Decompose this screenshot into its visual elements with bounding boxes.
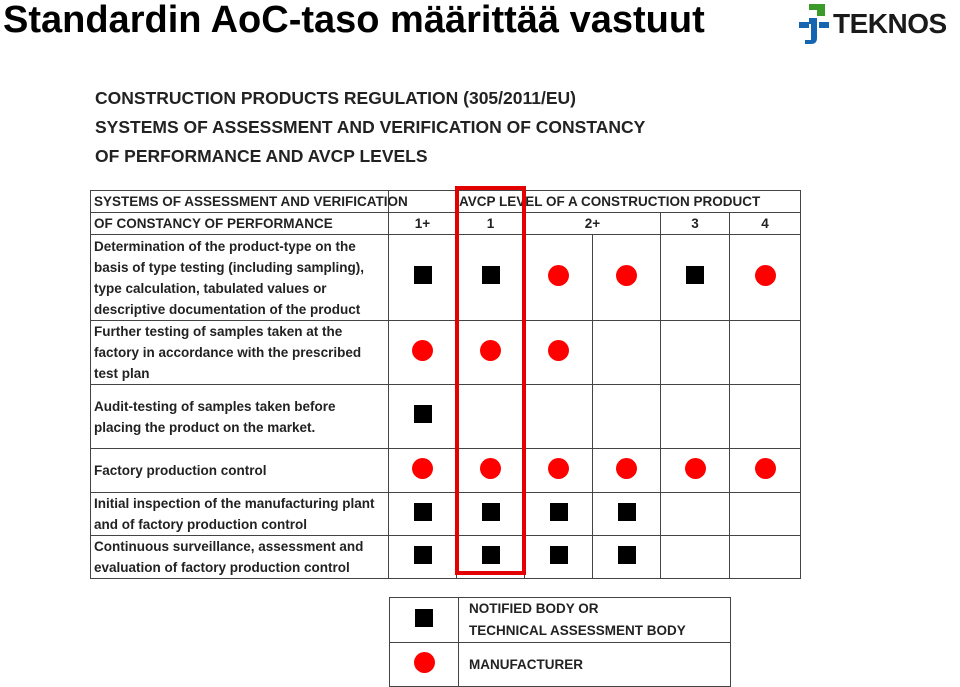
- circle-marker-icon: [616, 265, 637, 286]
- document-heading: [95, 84, 645, 171]
- legend-square-label-line2: TECHNICAL ASSESSMENT BODY: [469, 623, 686, 638]
- task-label: Further testing of samples taken at the factory in accordance with the prescribed test plan: [91, 321, 389, 385]
- task-label: Initial inspection of the manufacturing plant and of factory production control: [91, 493, 389, 536]
- circle-marker-icon: [685, 458, 706, 479]
- legend-square-label-line1: NOTIFIED BODY OR: [469, 601, 599, 616]
- avcp-table: [90, 190, 801, 579]
- circle-marker-icon: [412, 458, 433, 479]
- table-row: [91, 449, 801, 493]
- mark-cell: [525, 536, 593, 579]
- task-label: Determination of the product-type on the basis of type testing (including sampling), type calculation, tabulated values or descriptive documentation of the product: [91, 235, 389, 321]
- mark-cell: [661, 235, 730, 321]
- mark-cell: [593, 536, 661, 579]
- mark-cell: [389, 321, 457, 385]
- mark-cell: [730, 385, 801, 449]
- mark-cell: [593, 235, 661, 321]
- mark-cell: [661, 493, 730, 536]
- mark-cell: [730, 493, 801, 536]
- legend-label-cell: [459, 598, 731, 643]
- mark-cell: [593, 321, 661, 385]
- circle-marker-icon: [755, 265, 776, 286]
- mark-cell: [457, 321, 525, 385]
- circle-marker-icon: [548, 458, 569, 479]
- mark-cell: [661, 321, 730, 385]
- mark-cell: [525, 493, 593, 536]
- mark-cell: [525, 235, 593, 321]
- mark-cell: [389, 235, 457, 321]
- table-header-row: [91, 191, 801, 213]
- level-1plus: 1+: [389, 213, 457, 235]
- legend-symbol-cell: [390, 643, 459, 687]
- heading-line: OF PERFORMANCE AND AVCP LEVELS: [95, 146, 428, 166]
- circle-marker-icon: [412, 340, 433, 361]
- square-marker-icon: [414, 405, 432, 423]
- mark-cell: [457, 385, 525, 449]
- logo-wordmark: TEKNOS: [833, 8, 947, 39]
- slide-title: Standardin AoC-taso määrittää vastuut: [3, 0, 705, 41]
- table-row: [91, 321, 801, 385]
- task-label: Continuous surveillance, assessment and evaluation of factory production control: [91, 536, 389, 579]
- task-label: Factory production control: [91, 449, 389, 493]
- circle-marker-icon: [480, 340, 501, 361]
- task-label: Audit-testing of samples taken before placing the product on the market.: [91, 385, 389, 449]
- legend-row-notified-body: [390, 598, 731, 643]
- mark-cell: [525, 321, 593, 385]
- header-avcp-level: AVCP LEVEL OF A CONSTRUCTION PRODUCT: [389, 191, 801, 213]
- mark-cell: [593, 385, 661, 449]
- mark-cell: [593, 449, 661, 493]
- header-left-line1: SYSTEMS OF ASSESSMENT AND VERIFICATION: [91, 191, 389, 213]
- table-row: [91, 536, 801, 579]
- mark-cell: [593, 493, 661, 536]
- square-marker-icon: [414, 266, 432, 284]
- square-marker-icon: [482, 546, 500, 564]
- header-left-line2: OF CONSTANCY OF PERFORMANCE: [91, 213, 389, 235]
- circle-marker-icon: [414, 652, 435, 673]
- mark-cell: [389, 536, 457, 579]
- square-marker-icon: [415, 609, 433, 627]
- square-marker-icon: [414, 503, 432, 521]
- heading-line: SYSTEMS OF ASSESSMENT AND VERIFICATION OF CONSTANCY: [95, 117, 646, 137]
- square-marker-icon: [482, 503, 500, 521]
- level-1: 1: [457, 213, 525, 235]
- mark-cell: [661, 536, 730, 579]
- square-marker-icon: [414, 546, 432, 564]
- mark-cell: [730, 321, 801, 385]
- table-row: [91, 235, 801, 321]
- mark-cell: [389, 449, 457, 493]
- square-marker-icon: [550, 546, 568, 564]
- mark-cell: [730, 235, 801, 321]
- mark-cell: [457, 536, 525, 579]
- mark-cell: [457, 449, 525, 493]
- mark-cell: [389, 493, 457, 536]
- circle-marker-icon: [480, 458, 501, 479]
- square-marker-icon: [686, 266, 704, 284]
- level-4: 4: [730, 213, 801, 235]
- level-3: 3: [661, 213, 730, 235]
- circle-marker-icon: [616, 458, 637, 479]
- mark-cell: [525, 385, 593, 449]
- mark-cell: [730, 449, 801, 493]
- mark-cell: [730, 536, 801, 579]
- square-marker-icon: [618, 546, 636, 564]
- mark-cell: [457, 493, 525, 536]
- mark-cell: [525, 449, 593, 493]
- legend-row-manufacturer: [390, 643, 731, 687]
- circle-marker-icon: [755, 458, 776, 479]
- square-marker-icon: [618, 503, 636, 521]
- mark-cell: [457, 235, 525, 321]
- heading-line: CONSTRUCTION PRODUCTS REGULATION (305/2011/EU): [95, 88, 576, 108]
- mark-cell: [661, 449, 730, 493]
- table-row: [91, 385, 801, 449]
- mark-cell: [389, 385, 457, 449]
- legend-symbol-cell: [390, 598, 459, 643]
- legend-table: [389, 597, 731, 687]
- circle-marker-icon: [548, 265, 569, 286]
- square-marker-icon: [482, 266, 500, 284]
- circle-marker-icon: [548, 340, 569, 361]
- legend-circle-label: MANUFACTURER: [459, 643, 731, 687]
- teknos-logo-icon: [795, 2, 831, 46]
- level-2plus: 2+: [525, 213, 661, 235]
- table-row: [91, 493, 801, 536]
- table-level-row: [91, 213, 801, 235]
- square-marker-icon: [550, 503, 568, 521]
- teknos-logo: [795, 2, 960, 46]
- mark-cell: [661, 385, 730, 449]
